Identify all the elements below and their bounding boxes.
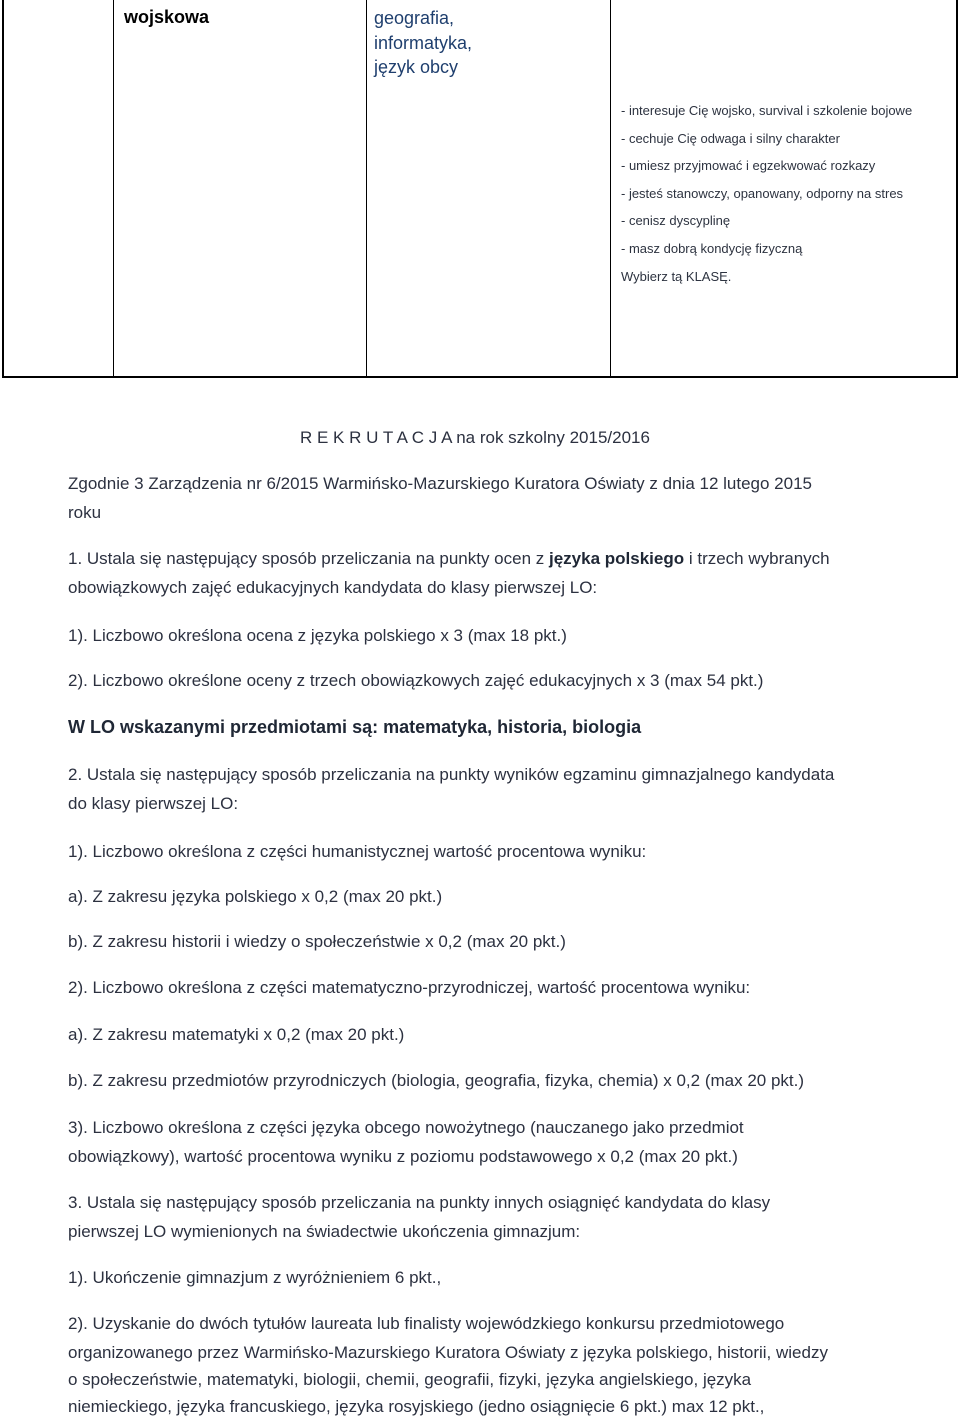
trait-item: - masz dobrą kondycję fizyczną <box>621 240 803 256</box>
bold-text: języka polskiego <box>549 549 685 568</box>
list-item: 1). Liczbowo określona ocena z języka polskiego x 3 (max 18 pkt.) <box>68 626 567 645</box>
subjects-cell <box>374 6 472 80</box>
list-item: 1). Liczbowo określona z części humanistycznej wartość procentowa wyniku: <box>68 842 647 861</box>
list-item: a). Z zakresu matematyki x 0,2 (max 20 pkt.) <box>68 1025 405 1044</box>
table-divider <box>366 0 367 376</box>
list-item: obowiązkowy), wartość procentowa wyniku z poziomu podstawowego x 0,2 (max 20 pkt.) <box>68 1147 738 1166</box>
list-item: b). Z zakresu przedmiotów przyrodniczych (biologia, geografia, fizyka, chemia) x 0,2 (max 20 pkt.) <box>68 1071 805 1090</box>
recruitment-title: R E K R U T A C J A na rok szkolny 2015/2016 <box>300 428 650 447</box>
table-divider <box>610 0 611 376</box>
trait-item: - umiesz przyjmować i egzekwować rozkazy <box>621 158 876 174</box>
section-1-line <box>68 549 830 569</box>
list-item: 3). Liczbowo określona z części języka obcego nowożytnego (nauczanego jako przedmiot <box>68 1118 744 1137</box>
text-span: 1. Ustala się następujący sposób przeliczania na punkty ocen z <box>68 549 549 568</box>
subject-item: język obcy <box>374 57 459 77</box>
list-item: organizowanego przez Warmińsko-Mazurskiego Kuratora Oświaty z języka polskiego, historii, wiedzy <box>68 1343 828 1362</box>
list-item: 2). Uzyskanie do dwóch tytułów laureata lub finalisty wojewódzkiego konkursu przedmiotowego <box>68 1314 785 1333</box>
subject-item: informatyka, <box>374 32 473 53</box>
table-divider <box>113 0 114 376</box>
section-2-line: do klasy pierwszej LO: <box>68 794 239 813</box>
section-3-line: 3. Ustala się następujący sposób przeliczania na punkty innych osiągnięć kandydata do klasy <box>68 1193 771 1212</box>
intro-line: Zgodnie 3 Zarządzenia nr 6/2015 Warmińsko-Mazurskiego Kuratora Oświaty z dnia 12 lutego 2015 <box>68 474 812 493</box>
list-item: 2). Liczbowo określona z części matematyczno-przyrodniczej, wartość procentowa wyniku: <box>68 978 751 997</box>
list-item: 2). Liczbowo określone oceny z trzech obowiązkowych zajęć edukacyjnych x 3 (max 54 pkt.) <box>68 671 764 690</box>
trait-item: - jesteś stanowczy, opanowany, odporny na stres <box>621 185 904 201</box>
trait-item: Wybierz tą KLASĘ. <box>621 268 732 284</box>
section-2-line: 2. Ustala się następujący sposób przeliczania na punkty wyników egzaminu gimnazjalnego kandydata <box>68 765 835 784</box>
traits-cell <box>621 97 912 290</box>
text-span: i trzech wybranych <box>684 549 830 568</box>
profile-name: wojskowa <box>124 7 210 27</box>
intro-line: roku <box>68 503 102 522</box>
trait-item: - cechuje Cię odwaga i silny charakter <box>621 130 840 146</box>
list-item: o społeczeństwie, matematyki, biologii, chemii, geografii, fizyki, języka angielskiego, języka <box>68 1370 752 1389</box>
trait-item: - interesuje Cię wojsko, survival i szkolenie bojowe <box>621 103 913 118</box>
designated-subjects: W LO wskazanymi przedmiotami są: matematyka, historia, biologia <box>68 717 642 737</box>
section-3-line: pierwszej LO wymienionych na świadectwie ukończenia gimnazjum: <box>68 1222 581 1241</box>
list-item: a). Z zakresu języka polskiego x 0,2 (max 20 pkt.) <box>68 887 443 906</box>
list-item: b). Z zakresu historii i wiedzy o społeczeństwie x 0,2 (max 20 pkt.) <box>68 932 566 951</box>
trait-item: - cenisz dyscyplinę <box>621 213 731 229</box>
list-item: 1). Ukończenie gimnazjum z wyróżnieniem 6 pkt., <box>68 1268 442 1287</box>
subject-item: geografia, <box>374 8 455 28</box>
list-item: niemieckiego, języka francuskiego, języka rosyjskiego (jedno osiągnięcie 6 pkt.) max 12 pkt., <box>68 1397 765 1416</box>
section-1-line: obowiązkowych zajęć edukacyjnych kandydata do klasy pierwszej LO: <box>68 578 598 597</box>
